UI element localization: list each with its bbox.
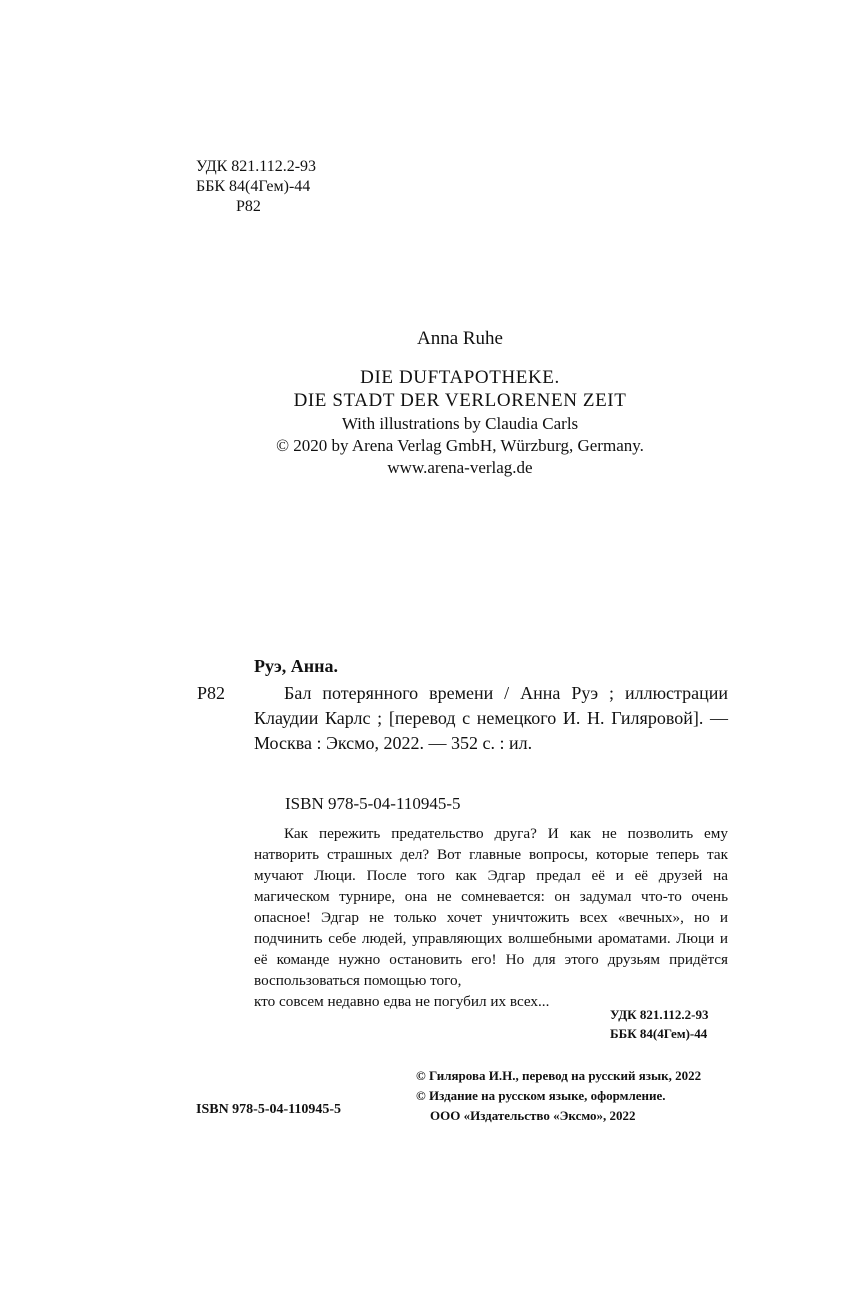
- annotation-tail: кто совсем недавно едва не погубил их всех...: [254, 993, 550, 1010]
- copyright-block: [416, 1066, 701, 1126]
- publisher-copyright: ООО «Издательство «Эксмо», 2022: [430, 1108, 636, 1123]
- author-mark: Р82: [236, 198, 261, 215]
- record-author: Руэ, Анна.: [254, 656, 339, 676]
- classification-codes: [196, 157, 316, 217]
- bibliographic-text: Бал потерянного времени / Анна Руэ ; иллюстрации Клаудии Карлс ; [перевод с немецкого И. Н. Гиляровой]. — Москва : Эксмо, 2022. — 352 с. : ил.: [254, 683, 728, 753]
- original-title-line-2: DIE STADT DER VERLORENEN ZEIT: [293, 390, 627, 411]
- original-author: Anna Ruhe: [416, 328, 503, 349]
- original-title: [0, 366, 845, 412]
- translation-copyright: © Гилярова И.Н., перевод на русский язык, 2022: [416, 1068, 702, 1083]
- record-code: Р82: [197, 683, 226, 703]
- bottom-bbk: ББК 84(4Гем)-44: [610, 1026, 708, 1041]
- illustrations-credit: With illustrations by Claudia Carls: [341, 414, 579, 433]
- record-isbn: ISBN 978-5-04-110945-5: [285, 794, 461, 813]
- original-copyright: © 2020 by Arena Verlag GmbH, Würzburg, Germany.: [276, 436, 644, 455]
- bbk-code: ББК 84(4Гем)-44: [196, 178, 311, 195]
- bottom-udk: УДК 821.112.2-93: [610, 1007, 709, 1022]
- annotation-text: Как пережить предательство друга? И как не позволить ему натворить страшных дел? Вот главные вопросы, которые теперь так мучают Люци. После того как Эдгар предал её и её друзей на магическом турнире, она не сомневается: он задумал что-то очень опасное! Эдгар не только хочет уничтожить всех «вечных», но и подчинить себе людей, управляющих волшебными ароматами. Люци и её команде нужно остановить его! Но для этого друзьям придётся воспользоваться помощью того,: [254, 825, 728, 989]
- original-title-line-1: DIE DUFTAPOTHEKE.: [360, 367, 560, 388]
- udk-code: УДК 821.112.2-93: [196, 158, 317, 175]
- bottom-isbn: ISBN 978-5-04-110945-5: [196, 1102, 342, 1117]
- edition-copyright: © Издание на русском языке, оформление.: [416, 1088, 666, 1103]
- original-credits: [0, 413, 845, 479]
- annotation: [254, 823, 728, 1012]
- bibliographic-description: [254, 681, 728, 756]
- bottom-classification: [610, 1005, 708, 1043]
- publisher-website: www.arena-verlag.de: [387, 458, 533, 477]
